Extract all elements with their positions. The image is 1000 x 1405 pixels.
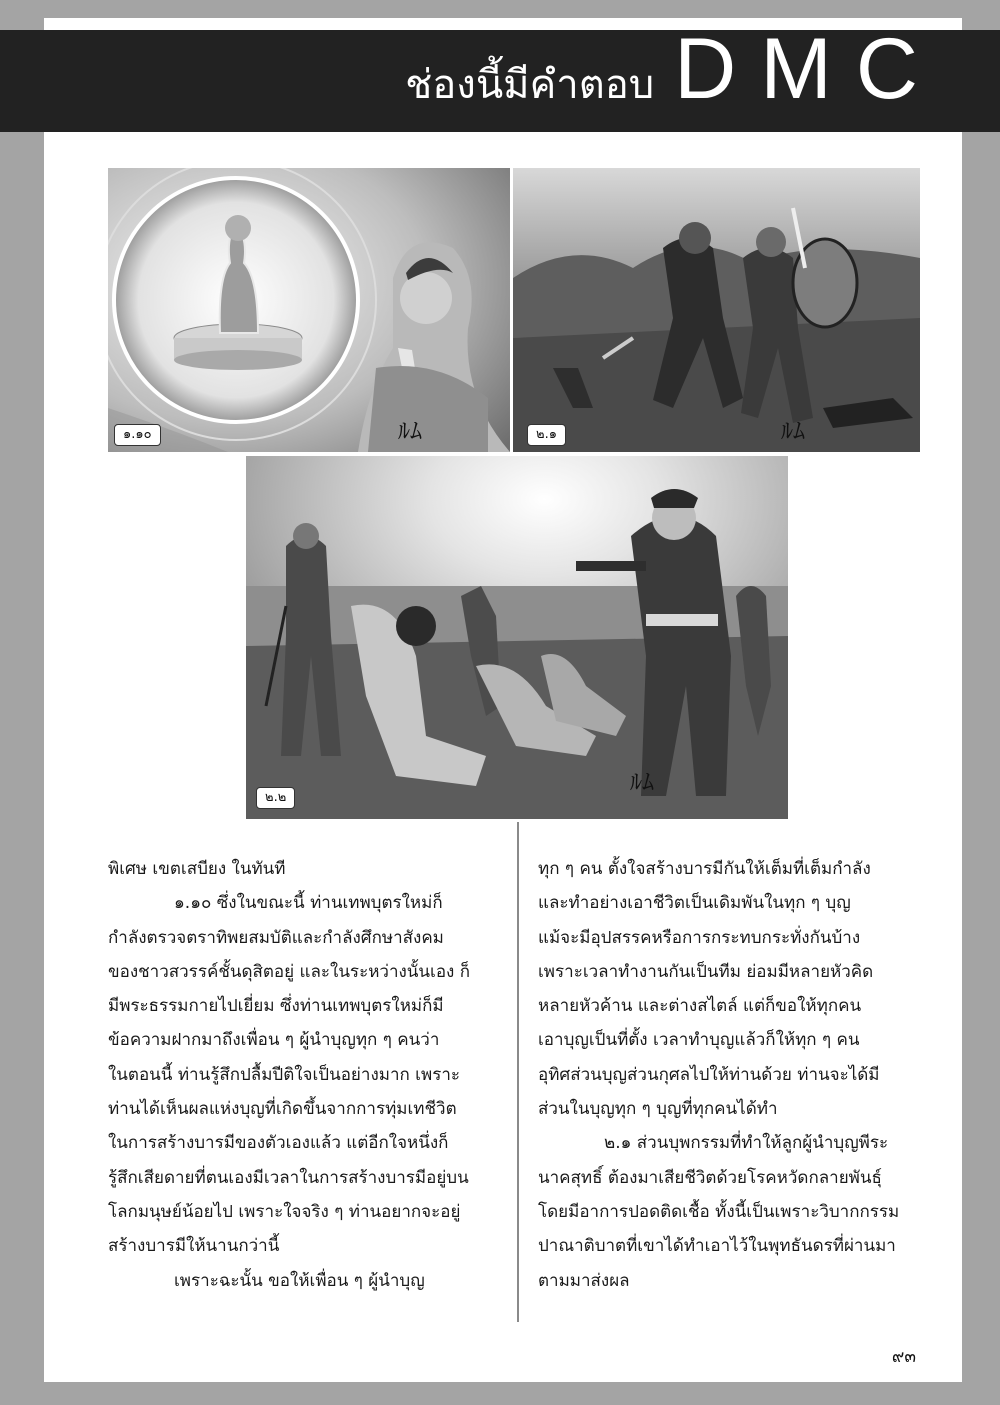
photo-label-1-10: ๑.๑๐ xyxy=(114,424,161,446)
text-line: ส่วนในบุญทุก ๆ บุญที่ทุกคนได้ทำ xyxy=(538,1099,778,1120)
text-line: สร้างบารมีให้นานกว่านี้ xyxy=(108,1236,280,1257)
header-bar xyxy=(0,21,1000,132)
text-line: ข้อความฝากมาถึงเพื่อน ๆ ผู้นำบุญทุก ๆ คนว่า xyxy=(108,1030,440,1051)
illustration-sword-fight xyxy=(513,168,920,452)
text-line: อุทิศส่วนบุญส่วนกุศลไปให้ท่านด้วย ท่านจะได้มี xyxy=(538,1064,880,1085)
watermark-logo: ﾙﾑ xyxy=(630,768,654,796)
illustration-sword-fight-art xyxy=(513,168,920,452)
text-line: ๑.๑๐ ซึ่งในขณะนี้ ท่านเทพบุตรใหม่ก็ xyxy=(174,893,443,914)
text-line: ทุก ๆ คน ตั้งใจสร้างบารมีกันให้เต็มที่เต็มกำลัง xyxy=(538,859,871,879)
text-line: มีพระธรรมกายไปเยี่ยม ซึ่งท่านเทพบุตรใหม่ก็มี xyxy=(108,996,444,1017)
photo-label-2-2: ๒.๒ xyxy=(256,787,295,809)
text-line: ของชาวสวรรค์ชั้นดุสิตอยู่ และในระหว่างนั้นเอง ก็ xyxy=(108,961,471,982)
right-text-column xyxy=(538,852,920,1298)
illustration-captives-soldiers-art xyxy=(246,456,788,819)
text-line: นาคสุทธิ์ ต้องมาเสียชีวิตด้วยโรคหวัดกลายพันธุ์ xyxy=(538,1167,882,1188)
header-title-dmc: DMC xyxy=(674,21,942,117)
text-line: ในตอนนี้ ท่านรู้สึกปลื้มปีติใจเป็นอย่างมาก เพราะ xyxy=(108,1064,461,1085)
text-line: หลายหัวค้าน และต่างสไตล์ แต่ก็ขอให้ทุกคน xyxy=(538,996,862,1017)
text-line: เพราะเวลาทำงานกันเป็นทีม ย่อมมีหลายหัวคิด xyxy=(538,961,874,982)
photo-label-2-1: ๒.๑ xyxy=(527,424,566,446)
page-number: ๙๓ xyxy=(891,1347,916,1367)
text-line: โดยมีอาการปอดติดเชื้อ ทั้งนี้เป็นเพราะวิบากกรรม xyxy=(538,1201,900,1222)
text-line: และทำอย่างเอาชีวิตเป็นเดิมพันในทุก ๆ บุญ xyxy=(538,893,851,914)
text-line: ในการสร้างบารมีของตัวเองแล้ว แต่อีกใจหนึ่งก็ xyxy=(108,1133,449,1154)
text-line: ปาณาติบาตที่เขาได้ทำเอาไว้ในพุทธันดรที่ผ่านมา xyxy=(538,1236,896,1257)
text-line: เอาบุญเป็นที่ตั้ง เวลาทำบุญแล้วก็ให้ทุก ๆ คน xyxy=(538,1030,860,1051)
text-line: ๒.๑ ส่วนบุพกรรมที่ทำให้ลูกผู้นำบุญพีระ xyxy=(604,1133,889,1154)
watermark-logo: ﾙﾑ xyxy=(781,417,805,445)
illustration-meditation-orb-art xyxy=(108,168,510,452)
text-line: แม้จะมีอุปสรรคหรือการกระทบกระทั่งกันบ้าง xyxy=(538,927,861,948)
text-line: กำลังตรวจตราทิพยสมบัติและกำลังศึกษาสังคม xyxy=(108,927,444,948)
text-line: รู้สึกเสียดายที่ตนเองมีเวลาในการสร้างบารมีอยู่บน xyxy=(108,1167,469,1188)
header-title xyxy=(405,21,942,117)
text-line: ท่านได้เห็นผลแห่งบุญที่เกิดขึ้นจากการทุ่มเทชีวิต xyxy=(108,1099,457,1120)
illustration-meditation-orb xyxy=(108,168,510,452)
illustration-captives-soldiers xyxy=(246,456,788,819)
text-line: โลกมนุษย์น้อยไป เพราะใจจริง ๆ ท่านอยากจะอยู่ xyxy=(108,1201,461,1222)
header-title-thai: ช่องนี้มีคำตอบ xyxy=(405,62,655,108)
text-line: ตามมาส่งผล xyxy=(538,1270,630,1291)
watermark-logo: ﾙﾑ xyxy=(398,417,422,445)
text-line: เพราะฉะนั้น ขอให้เพื่อน ๆ ผู้นำบุญ xyxy=(174,1270,425,1291)
text-line: พิเศษ เขตเสบียง ในทันที xyxy=(108,859,286,879)
column-divider xyxy=(517,822,519,1322)
left-text-column xyxy=(108,852,500,1298)
